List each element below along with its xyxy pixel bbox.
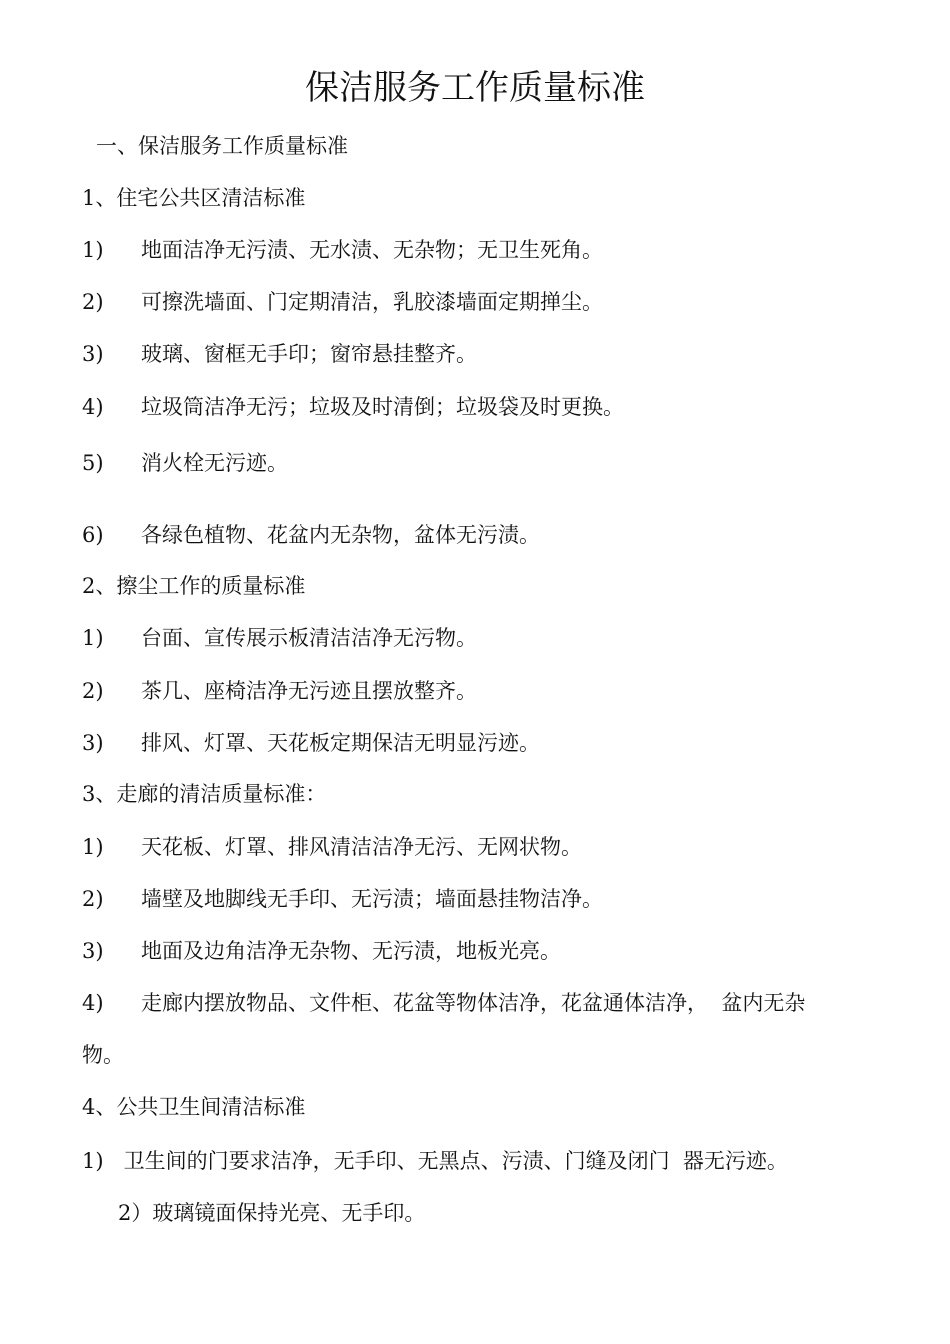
list-item-text: 可擦洗墙面、门定期清洁，乳胶漆墙面定期掸尘。: [141, 290, 603, 314]
list-item-number: 4): [82, 395, 104, 419]
section3-heading: 3、走廊的清洁质量标准：: [82, 782, 327, 806]
list-item-number: 1): [82, 238, 104, 262]
list-item-text: 2）玻璃镜面保持光亮、无手印。: [118, 1201, 426, 1225]
section1-heading: 1、住宅公共区清洁标准: [82, 186, 306, 210]
list-item-text: 地面洁净无污渍、无水渍、无杂物；无卫生死角。: [141, 238, 603, 262]
list-item-text: 走廊内摆放物品、文件柜、花盆等物体洁净，花盆通体洁净， 盆内无杂: [141, 991, 806, 1015]
list-item-text: 茶几、座椅洁净无污迹且摆放整齐。: [141, 679, 477, 703]
list-item-continuation: 物。: [82, 1043, 124, 1067]
list-item-number: 3): [82, 939, 104, 963]
list-item-number: 6): [82, 523, 104, 547]
list-item-text: 玻璃、窗框无手印；窗帘悬挂整齐。: [141, 342, 477, 366]
document-title: 保洁服务工作质量标准: [305, 68, 645, 108]
section2-heading: 2、擦尘工作的质量标准: [82, 574, 306, 598]
list-item-number: 2): [82, 290, 104, 314]
list-item-text: 1) 卫生间的门要求洁净，无手印、无黑点、污渍、门缝及闭门 器无污迹。: [82, 1149, 788, 1173]
list-item-text: 天花板、灯罩、排风清洁洁净无污、无网状物。: [141, 835, 582, 859]
list-item-number: 2): [82, 887, 104, 911]
list-item-text: 各绿色植物、花盆内无杂物，盆体无污渍。: [141, 523, 540, 547]
list-item-text: 垃圾筒洁净无污；垃圾及时清倒；垃圾袋及时更换。: [141, 395, 624, 419]
list-item-number: 5): [82, 451, 104, 475]
main-heading: 一、保洁服务工作质量标准: [96, 134, 348, 158]
list-item-number: 4): [82, 991, 104, 1015]
list-item-text: 地面及边角洁净无杂物、无污渍，地板光亮。: [141, 939, 561, 963]
list-item-text: 台面、宣传展示板清洁洁净无污物。: [141, 626, 477, 650]
list-item-text: 排风、灯罩、天花板定期保洁无明显污迹。: [141, 731, 540, 755]
list-item-number: 3): [82, 342, 104, 366]
list-item-text: 消火栓无污迹。: [141, 451, 288, 475]
list-item-number: 1): [82, 835, 104, 859]
list-item-text: 墙壁及地脚线无手印、无污渍；墙面悬挂物洁净。: [141, 887, 603, 911]
list-item-number: 1): [82, 626, 104, 650]
list-item-number: 2): [82, 679, 104, 703]
section4-heading: 4、公共卫生间清洁标准: [82, 1095, 306, 1119]
list-item-number: 3): [82, 731, 104, 755]
